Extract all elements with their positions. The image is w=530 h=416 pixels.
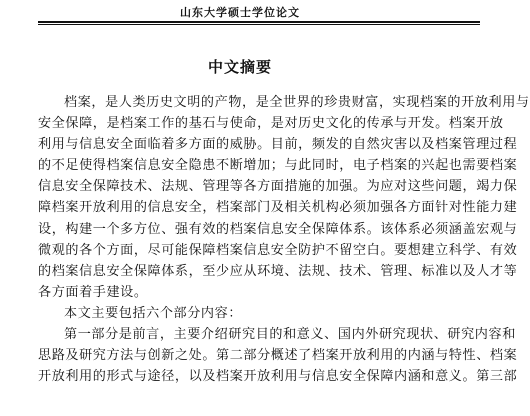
text-line: 本文主要包括六个部分内容： bbox=[64, 305, 243, 321]
text-line: 障档案开放利用的信息安全，档案部门及相关机构必须加强各方面针对性能力建 bbox=[38, 200, 518, 216]
text-line: 信息安全保障技术、法规、管理等各方面措施的加强。为应对这些问题，竭力保 bbox=[38, 179, 518, 195]
header-rule-thick bbox=[38, 21, 480, 23]
text-line: 开放利用的形式与途径，以及档案开放利用与信息安全保障内涵和意义。第三部 bbox=[38, 369, 518, 385]
text-line: 第一部分是前言，主要介绍研究目的和意义、国内外研究现状、研究内容和 bbox=[64, 327, 516, 343]
running-header: 山东大学硕士学位论文 bbox=[180, 6, 300, 19]
text-line: 各方面着手建设。 bbox=[38, 284, 148, 300]
text-line: 的不足使得档案信息安全隐患不断增加；与此同时，电子档案的兴起也需要档案 bbox=[38, 158, 518, 174]
text-line: 微观的各个方面，尽可能保障档案信息安全防护不留空白。要想建立科学、有效 bbox=[38, 242, 518, 258]
text-line: 的档案信息安全保障体系，至少应从环境、法规、技术、管理、标准以及人才等 bbox=[38, 263, 518, 279]
text-line: 利用与信息安全面临着多方面的威胁。目前，频发的自然灾害以及档案管理过程 bbox=[38, 137, 518, 153]
header-rule-thin bbox=[38, 24, 480, 25]
text-line: 档案，是人类历史文明的产物，是全世界的珍贵财富，实现档案的开放利用与 bbox=[64, 95, 530, 110]
text-line: 思路及研究方法与创新之处。第二部分概述了档案开放利用的内涵与特性、档案 bbox=[38, 348, 518, 364]
text-line: 安全保障，是档案工作的基石与使命，是对历史文化的传承与开发。档案开放 bbox=[38, 116, 504, 132]
text-line: 设，构建一个多方位、强有效的档案信息安全保障体系。该体系必须涵盖宏观与 bbox=[38, 221, 518, 237]
section-title: 中文摘要 bbox=[207, 58, 272, 76]
abstract-body bbox=[38, 92, 530, 387]
